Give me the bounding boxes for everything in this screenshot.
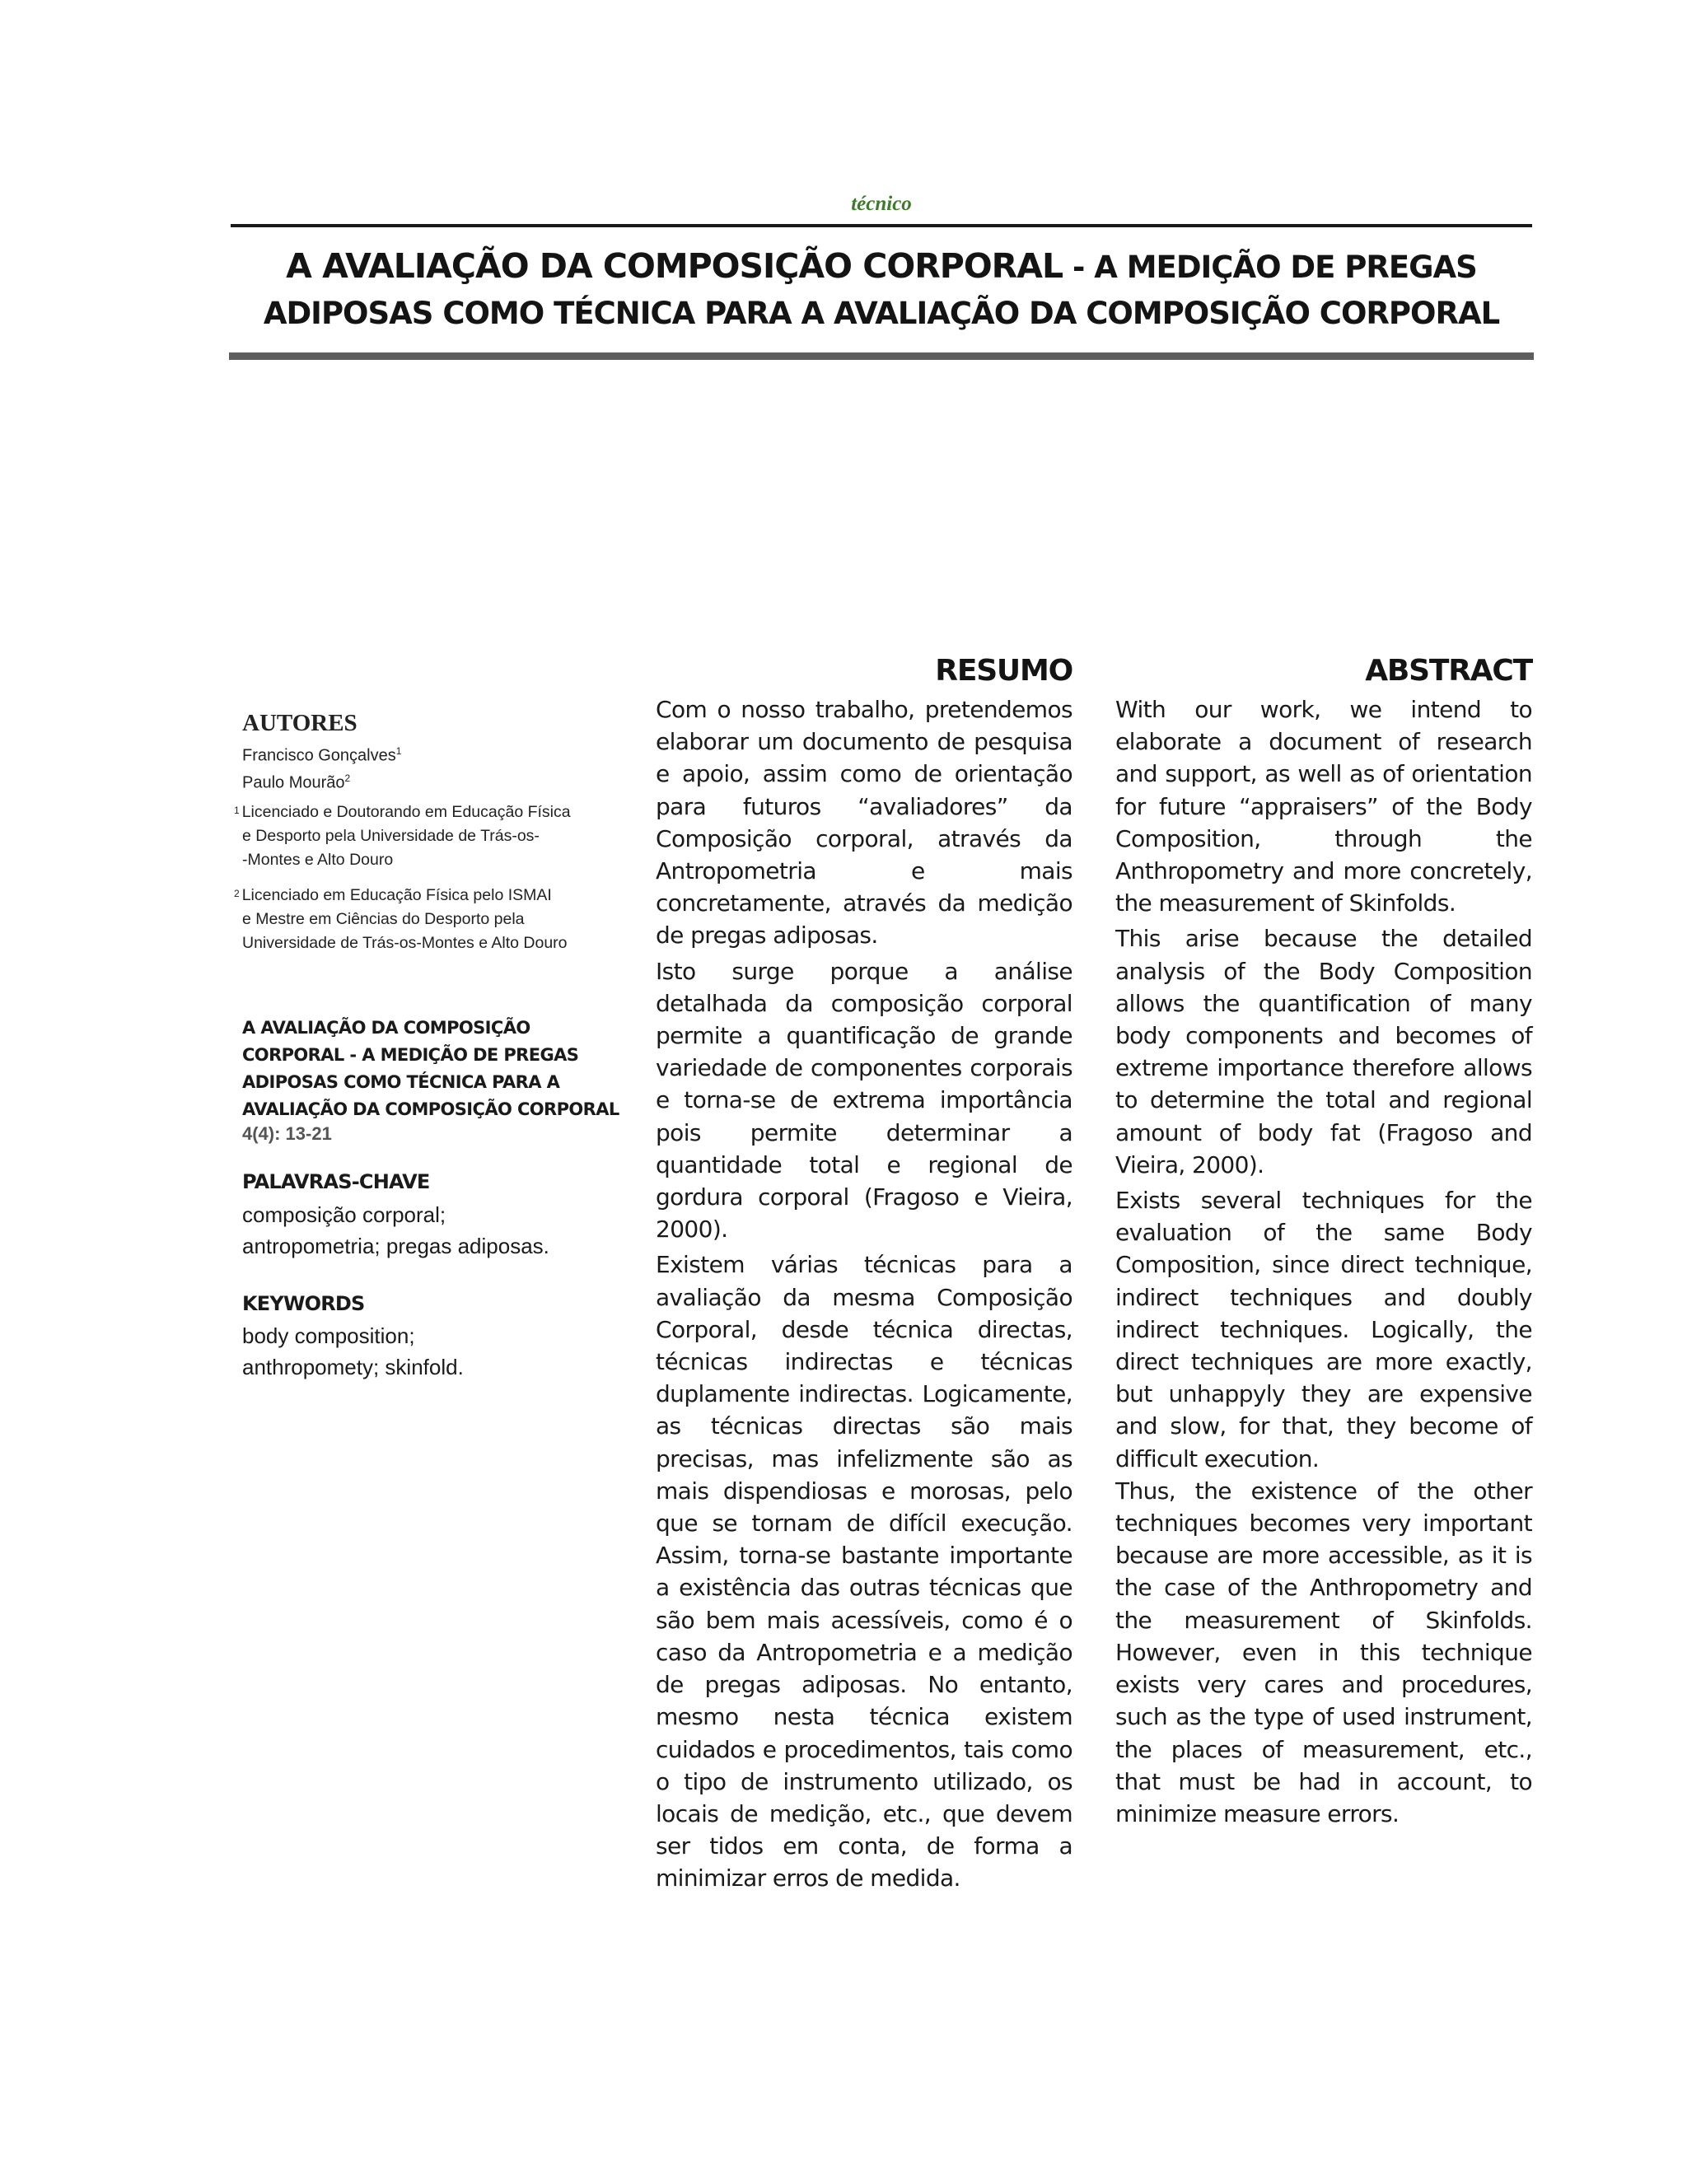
palavras-chave-text: composição corporal; antropometria; pregas adiposas. — [242, 1202, 549, 1258]
autores-heading: AUTORES — [242, 710, 357, 736]
title-line1-sub: - A MEDIÇÃO DE PREGAS — [1063, 250, 1477, 285]
affiliation-1: $^1$ Licenciado e Doutorando em Educação Física e Desporto pela Universidade de Trás-os- -Montes e Alto Douro — [234, 803, 571, 869]
author-name: Francisco Gonçalves$^1$ — [242, 745, 402, 765]
abstract-paragraph: Exists several techniques for the evaluation of the same Body Composition, since direct technique, indirect techniques and doubly indirect techniques. Logically, the direct techniques are more exactly, but unhappyly they are expensive and slow, for that, they become of difficult execution. — [1115, 1187, 1532, 1472]
title-line1-main: A AVALIAÇÃO DA COMPOSIÇÃO CORPORAL — [286, 246, 1063, 286]
abstract-paragraph: This arise because the detailed analysis of the Body Composition allows the quantification of many body components and becomes of extreme importance therefore allows to determine the total and regional amount of body fat (Fragoso and Vieira, 2000). — [1115, 925, 1532, 1178]
keywords-heading: KEYWORDS — [242, 1292, 365, 1315]
citation: 4(4): 13-21 — [242, 1123, 332, 1144]
article-title — [231, 243, 1532, 337]
article-reference-title: A AVALIAÇÃO DA COMPOSIÇÃO CORPORAL - A MEDIÇÃO DE PREGAS ADIPOSAS COMO TÉCNICA PARA A AVALIAÇÃO DA COMPOSIÇÃO CORPORAL — [242, 1018, 619, 1119]
resumo-heading: RESUMO — [935, 654, 1072, 688]
resumo-body — [656, 693, 1072, 1898]
abstract-paragraph: Thus, the existence of the other techniques becomes very important because are more accessible, as it is the case of the Anthropometry and the measurement of Skinfolds. However, even in this technique exists very cares and procedures, such as the type of used instrument, the places of measurement, etc., that must be had in account, to minimize measure errors. — [1115, 1477, 1532, 1827]
abstract-paragraph: With our work, we intend to elaborate a document of research and support, as well as of orientation for future “appraisers” of the Body Composition, through the Anthropometry and more concretely, the measurement of Skinfolds. — [1115, 696, 1532, 917]
keywords-text: body composition; anthropomety; skinfold. — [242, 1323, 464, 1379]
author-name: Paulo Mourão$^2$ — [242, 772, 351, 792]
resumo-paragraph: Com o nosso trabalho, pretendemos elaborar um documento de pesquisa e apoio, assim como de orientação para futuros “avaliadores” da Composição corporal, através da Antropometria e mais concretamente, através da medição de pregas adiposas. — [656, 696, 1072, 950]
abstract-heading: ABSTRACT — [1365, 654, 1532, 688]
title-line2: ADIPOSAS COMO TÉCNICA PARA A AVALIAÇÃO DA COMPOSIÇÃO CORPORAL — [263, 296, 1500, 331]
abstract-body — [1115, 693, 1532, 1833]
title-rule — [229, 352, 1534, 360]
header-rule — [231, 224, 1532, 227]
palavras-chave-heading: PALAVRAS-CHAVE — [242, 1170, 430, 1193]
section-tag: técnico — [851, 193, 912, 215]
resumo-paragraph: Isto surge porque a análise detalhada da composição corporal permite a quantificação de grande variedade de componentes corporais e torna-se de extrema importância pois permite determinar a quantidade total e regional de gordura corporal (Fragoso e Vieira, 2000). — [656, 957, 1072, 1244]
resumo-paragraph: Existem várias técnicas para a avaliação da mesma Composição Corporal, desde técnica directas, técnicas indirectas e técnicas duplamente indirectas. Logicamente, as técnicas directas são mais precisas, mas infelizmente são as mais dispendiosas e morosas, pelo que se tornam de difícil execução. Assim, torna-se bastante importante a existência das outras técnicas que são bem mais acessíveis, como é o caso da Antropometria e a medição de pregas adiposas. No entanto, mesmo nesta técnica existem cuidados e procedimentos, tais como o tipo de instrumento utilizado, os locais de medição, etc., que devem ser tidos em conta, de forma a minimizar erros de medida. — [656, 1251, 1072, 1892]
affiliation-2: $^2$ Licenciado em Educação Física pelo ISMAI e Mestre em Ciências do Desporto pela Universidade de Trás-os-Montes e Alto Douro — [234, 886, 568, 952]
